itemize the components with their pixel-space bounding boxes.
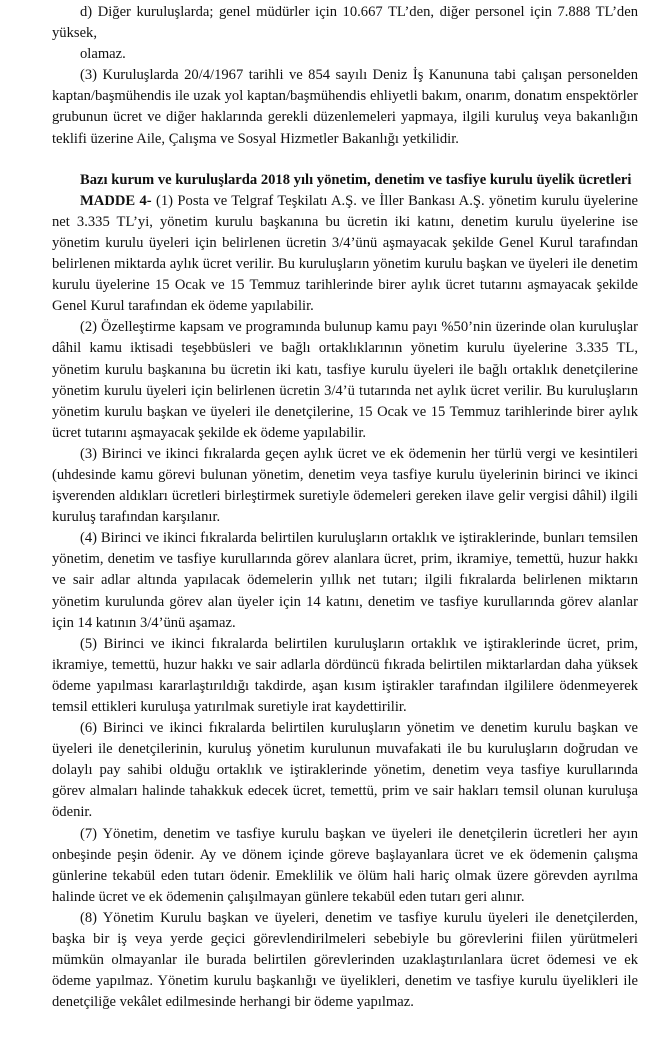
article-paragraph-8: (8) Yönetim Kurulu başkan ve üyeleri, denetim ve tasfiye kurulu üyeleri ile denetçilerden, başka bir iş veya yerde geçici görevlendirilmeleri sebebiyle bu görevlerini fiilen yürütmeleri mümkün olmayanlar ile burada belirtilen görevlerinden uzaklaştırılanlara ücret ödemesi ve ek ödeme yapılmaz. Yönetim kurulu başkanlığı ve üyelikleri, denetim ve tasfiye kurulu üyelikleri ile denetçiliğe vekâlet edilmesinde herhangi bir ödeme yapılmaz. bbox=[52, 909, 638, 1011]
article-paragraph-1-text: (1) Posta ve Telgraf Teşkilatı A.Ş. ve İller Bankası A.Ş. yönetim kurulu üyelerine net 3.335 TL’yi, yönetim kurulu başkanına bu ücretin iki katını, denetim kurulu üyelerine ise yönetim kurulu üyeleri için belirlenen ücretin 3/4’ünü aşmayacak şekilde Genel Kurul tarafından belirlenen miktarda aylık ücret verilir. Bu kuruluşların yönetim kurulu başkan ve üyeleri ile denetim kurulu üyelerine 15 Ocak ve 15 Temmuz tarihlerinde birer aylık ücret tutarını aşmayacak şekilde Genel Kurul tarafından ek ödeme yapılabilir. bbox=[52, 192, 638, 315]
intro-paragraph-3: (3) Kuruluşlarda 20/4/1967 tarihli ve 854 sayılı Deniz İş Kanununa tabi çalışan personelden kaptan/başmühendis ile uzak yol kaptan/başmühendis ehliyetli bakım, onarım, donatım enspektörler grubunun ücret ve diğer haklarında gerekli düzenlemeleri yapmaya, ilgili kuruluş veya bakanlığın teklifi üzerine Aile, Çalışma ve Sosyal Hizmetler Bakanlığı yetkilidir. bbox=[52, 67, 638, 147]
item-d-paragraph: d) Diğer kuruluşlarda; genel müdürler için 10.667 TL’den, diğer personel için 7.888 TL’den yüksek, bbox=[52, 4, 638, 42]
article-paragraph-6: (6) Birinci ve ikinci fıkralarda belirtilen kuruluşların yönetim ve denetim kurulu başkan ve üyeleri ile denetçilerinin, kuruluş yönetim kurulunun muvafakati ile bu kuruluşların doğrudan ve dolaylı pay sahibi olduğu ortaklık ve iştiraklerinde yönetim, denetim veya tasfiye kurullarında görev almaları halinde tahakkuk edecek ücret, temettü, prim ve sair hakları temsil olunan kuruluşa ödenir. bbox=[52, 720, 638, 821]
article-paragraph-4: (4) Birinci ve ikinci fıkralarda belirtilen kuruluşların ortaklık ve iştiraklerinde, bunları temsilen yönetim, denetim ve tasfiye kurullarında görev alanlara ücret, prim, ikramiye, temettü, huzur hakkı ve sair adlar altında yapılacak ödemelerin yıllık net tutarı; ilgili fıkralarda belirlenen miktarın yönetim kurulunda görev alan üyeler için 14 katını, denetim ve tasfiye kurullarında görev alanlar için 14 katının 3/4’ünü aşamaz. bbox=[52, 530, 638, 631]
article-paragraph-1 bbox=[52, 191, 638, 318]
article-paragraph-5: (5) Birinci ve ikinci fıkralarda belirtilen kuruluşların ortaklık ve iştiraklerinde ücret, prim, ikramiye, temettü, huzur hakkı ve sair adlarla dördüncü fıkrada belirtilen miktarlardan daha yüksek ödeme yapılması kararlaştırıldığı takdirde, aşan kısım iştirakler tarafından ilgililere ödenmeyerek temsil ettikleri kuruluşa yatırılmak suretiyle irat kaydettirilir. bbox=[52, 635, 638, 715]
article-paragraph-2: (2) Özelleştirme kapsam ve programında bulunup kamu payı %50’nin üzerinde olan kuruluşlar dâhil kamu iktisadi teşebbüsleri ve bağlı ortaklıklarının yönetim kurulu üyelerine 3.335 TL, yönetim kurulu başkanına bu ücretin iki katı, tasfiye kurulu üyeleri ile bağlı ortaklık denetçilerine yönetim kurulu üyeleri için belirlenen ücretin 3/4’ü tutarında net aylık ücret verilir. Bu kuruluşların yönetim kurulu başkan ve üyeleri ile denetçilerine, 15 Ocak ve 15 Temmuz tarihlerinde birer aylık ücret tutarını aşmayacak şekilde ek ödeme yapılabilir. bbox=[52, 319, 638, 441]
section-heading: Bazı kurum ve kuruluşlarda 2018 yılı yönetim, denetim ve tasfiye kurulu üyelik ücretleri bbox=[80, 171, 632, 188]
article-paragraph-7: (7) Yönetim, denetim ve tasfiye kurulu başkan ve üyeleri ile denetçilerin ücretleri her ayın onbeşinde peşin ödenir. Ay ve dönem içinde göreve başlayanlara ücret ve ek ödemenin çalışma günlerine tekabül eden tutarı ödenir. Emeklilik ve ölüm hali hariç olmak üzere görevden ayrılma halinde ücret ve ek ödemenin çalışılmayan günlere tekabül eden tutarı geri alınır. bbox=[52, 825, 638, 905]
article-label: MADDE 4- bbox=[80, 192, 152, 209]
olamaz-line: olamaz. bbox=[80, 46, 126, 63]
article-paragraph-3: (3) Birinci ve ikinci fıkralarda geçen aylık ücret ve ek ödemenin her türlü vergi ve kesintileri (uhdesinde kamu görevi bulunan yönetim, denetim veya tasfiye kurulu üyelerinin birinci ve ikinci işverenden aldıkları ücretleri birleştirmek suretiyle ödemeleri gereken ilave gelir vergisi dâhil) ilgili kuruluş tarafından karşılanır. bbox=[52, 445, 638, 526]
